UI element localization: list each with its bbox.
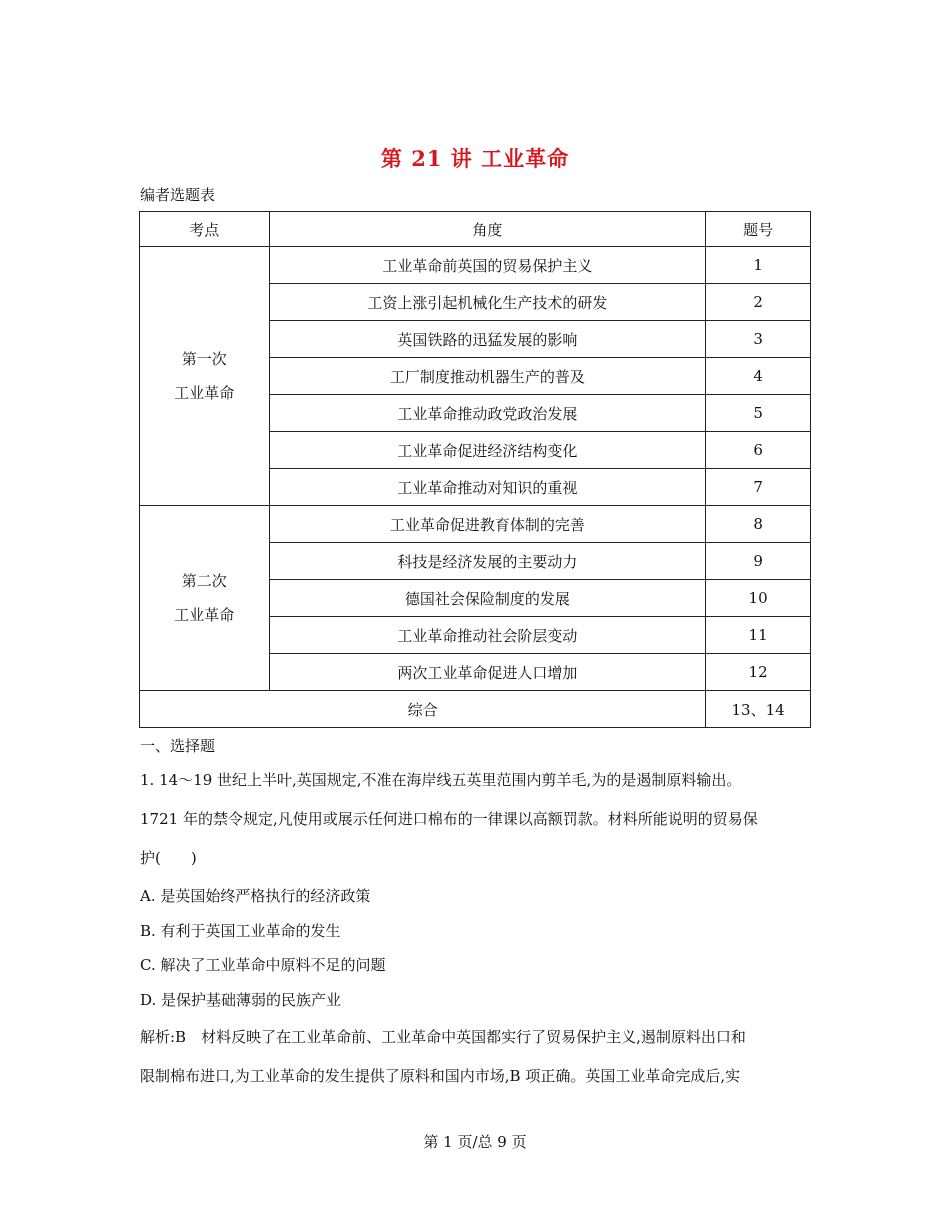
analysis-text-line: 解析:B 材料反映了在工业革命前、工业革命中英国都实行了贸易保护主义,遏制原料出口和 xyxy=(140,1028,746,1046)
angle-cell: 英国铁路的迅猛发展的影响 xyxy=(269,321,706,358)
option-a: A. 是英国始终严格执行的经济政策 xyxy=(140,887,371,905)
number-cell: 10 xyxy=(706,580,811,617)
option-c: C. 解决了工业革命中原料不足的问题 xyxy=(140,956,386,974)
angle-cell: 工业革命推动社会阶层变动 xyxy=(269,617,706,654)
angle-cell: 两次工业革命促进人口增加 xyxy=(269,654,706,691)
angle-cell: 工资上涨引起机械化生产技术的研发 xyxy=(269,284,706,321)
number-cell: 1 xyxy=(706,247,811,284)
table-row xyxy=(140,506,811,543)
topic-second-industrial-revolution xyxy=(140,506,270,691)
angle-cell: 工业革命推动对知识的重视 xyxy=(269,469,706,506)
summary-number: 13、14 xyxy=(706,691,811,728)
number-cell: 8 xyxy=(706,506,811,543)
question-text-line: 1. 14～19 世纪上半叶,英国规定,不准在海岸线五英里范围内剪羊毛,为的是遏制原料输出。 xyxy=(140,771,742,789)
topic-line: 第一次 xyxy=(181,350,227,368)
angle-cell: 工业革命促进经济结构变化 xyxy=(269,432,706,469)
summary-label: 综合 xyxy=(140,691,706,728)
number-cell: 12 xyxy=(706,654,811,691)
page-title: 第 21 讲 工业革命 xyxy=(380,146,570,171)
number-cell: 3 xyxy=(706,321,811,358)
page-number-footer: 第 1 页/总 9 页 xyxy=(423,1133,527,1151)
angle-cell: 德国社会保险制度的发展 xyxy=(269,580,706,617)
topic-line: 第二次 xyxy=(181,572,227,590)
table-row xyxy=(140,247,811,284)
number-cell: 6 xyxy=(706,432,811,469)
number-cell: 9 xyxy=(706,543,811,580)
option-b: B. 有利于英国工业革命的发生 xyxy=(140,922,341,940)
section-heading: 一、选择题 xyxy=(140,737,216,755)
topic-line: 工业革命 xyxy=(174,384,235,402)
header-question-no: 题号 xyxy=(706,212,811,247)
angle-cell: 科技是经济发展的主要动力 xyxy=(269,543,706,580)
angle-cell: 工业革命促进教育体制的完善 xyxy=(269,506,706,543)
option-d: D. 是保护基础薄弱的民族产业 xyxy=(140,991,342,1009)
angle-cell: 工业革命前英国的贸易保护主义 xyxy=(269,247,706,284)
header-angle: 角度 xyxy=(269,212,706,247)
question-text-line: 护( ) xyxy=(140,849,197,867)
topic-selection-table xyxy=(139,211,811,728)
number-cell: 11 xyxy=(706,617,811,654)
question-text-line: 1721 年的禁令规定,凡使用或展示任何进口棉布的一律课以高额罚款。材料所能说明的贸易保 xyxy=(140,810,758,828)
header-topic: 考点 xyxy=(140,212,270,247)
topic-line: 工业革命 xyxy=(174,606,235,624)
analysis-text-line: 限制棉布进口,为工业革命的发生提供了原料和国内市场,B 项正确。英国工业革命完成后,实 xyxy=(140,1067,741,1085)
topic-first-industrial-revolution xyxy=(140,247,270,506)
angle-cell: 工厂制度推动机器生产的普及 xyxy=(269,358,706,395)
number-cell: 2 xyxy=(706,284,811,321)
number-cell: 5 xyxy=(706,395,811,432)
table-caption: 编者选题表 xyxy=(140,186,216,204)
table-header-row xyxy=(140,212,811,247)
number-cell: 4 xyxy=(706,358,811,395)
number-cell: 7 xyxy=(706,469,811,506)
angle-cell: 工业革命推动政党政治发展 xyxy=(269,395,706,432)
table-summary-row xyxy=(140,691,811,728)
